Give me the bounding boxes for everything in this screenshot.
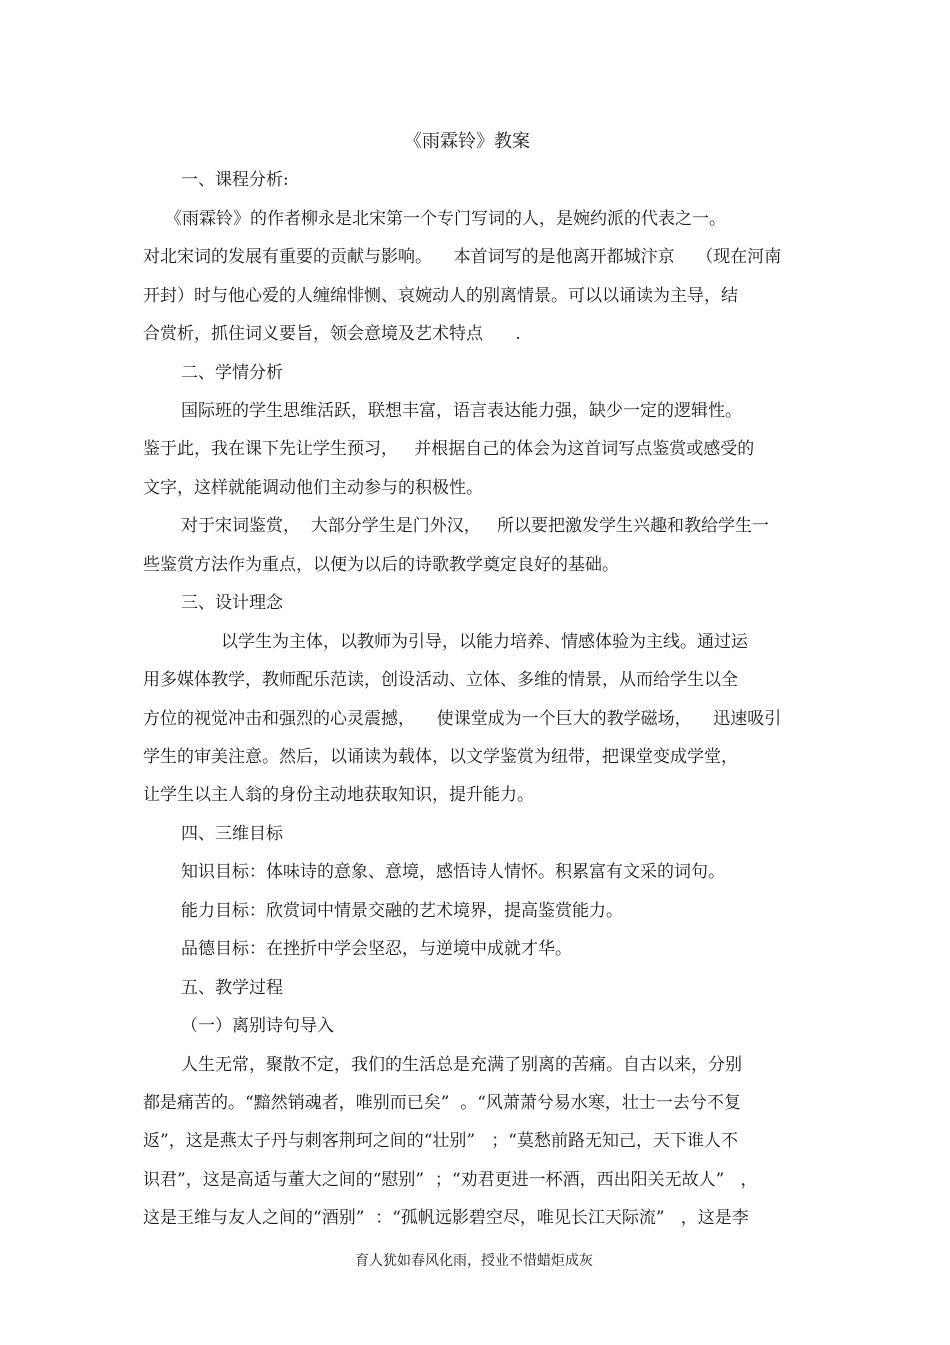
- paragraph-line: 学生的审美注意。然后，以诵读为载体，以文学鉴赏为纽带，把课堂变成学堂，: [143, 747, 738, 767]
- paragraph-line: 这是王维与友人之间的“酒别” ：“孤帆远影碧空尽，唯见长江天际流” ，这是李: [143, 1208, 749, 1228]
- section-heading-three-goals: 四、三维目标: [181, 824, 283, 844]
- paragraph-line: 用多媒体教学，教师配乐范读，创设活动、立体、多维的情景，从而给学生以全: [143, 670, 738, 690]
- paragraph-line: 国际班的学生思维活跃，联想丰富，语言表达能力强，缺少一定的逻辑性。: [181, 401, 742, 421]
- paragraph-line: 让学生以主人翁的身份主动地获取知识，提升能力。: [143, 785, 534, 805]
- paragraph-line: 合赏析，抓住词义要旨，领会意境及艺术特点 .: [143, 324, 521, 344]
- section-heading-student-analysis: 二、学情分析: [181, 363, 283, 383]
- paragraph-line: 人生无常，聚散不定，我们的生活总是充满了别离的苦痛。自古以来，分别: [181, 1055, 742, 1075]
- paragraph-line: 返”，这是燕太子丹与刺客荆珂之间的“壮别” ；“莫愁前路无知己，天下谁人不: [143, 1131, 738, 1151]
- goal-morality: 品德目标：在挫折中学会坚忍，与逆境中成就才华。: [181, 939, 572, 959]
- paragraph-line: 方位的视觉冲击和强烈的心灵震撼， 使课堂成为一个巨大的教学磁场， 迅速吸引: [143, 709, 782, 729]
- paragraph-line: 以学生为主体，以教师为引导，以能力培养、情感体验为主线。通过运: [221, 632, 748, 652]
- section-heading-teaching-process: 五、教学过程: [181, 978, 283, 998]
- paragraph-line: 《雨霖铃》的作者柳永是北宋第一个专门写词的人，是婉约派的代表之一。: [165, 209, 726, 229]
- paragraph-line: 文字，这样就能调动他们主动参与的积极性。: [143, 478, 483, 498]
- paragraph-line: 对北宋词的发展有重要的贡献与影响。 本首词写的是他离开都城汴京 （现在河南: [143, 247, 782, 267]
- paragraph-line: 对于宋词鉴赏， 大部分学生是门外汉， 所以要把激发学生兴趣和教给学生一: [181, 516, 770, 536]
- document-title: 《雨霖铃》教案: [404, 131, 530, 152]
- subsection-heading: （一）离别诗句导入: [181, 1016, 334, 1036]
- paragraph-line: 开封）时与他心爱的人缠绵悱恻、哀婉动人的别离情景。可以以诵读为主导，结: [143, 286, 738, 306]
- paragraph-line: 识君”，这是高适与董大之间的“慰别” ；“劝君更进一杯酒，西出阳关无故人” ，: [143, 1170, 758, 1190]
- section-heading-course-analysis: 一、课程分析:: [181, 170, 289, 190]
- page-footer: 育人犹如春风化雨，授业不惜蜡炬成灰: [355, 1253, 593, 1269]
- paragraph-line: 些鉴赏方法作为重点，以便为以后的诗歌教学奠定良好的基础。: [143, 555, 619, 575]
- paragraph-line: 都是痛苦的。“黯然销魂者，唯别而已矣” 。“风萧萧兮易水寒，壮士一去兮不复: [143, 1093, 741, 1113]
- goal-knowledge: 知识目标：体味诗的意象、意境，感悟诗人情怀。积累富有文采的词句。: [181, 862, 725, 882]
- section-heading-design-concept: 三、设计理念: [181, 593, 283, 613]
- goal-ability: 能力目标：欣赏词中情景交融的艺术境界，提高鉴赏能力。: [181, 901, 623, 921]
- paragraph-line: 鉴于此，我在课下先让学生预习， 并根据自己的体会为这首词写点鉴赏或感受的: [143, 439, 755, 459]
